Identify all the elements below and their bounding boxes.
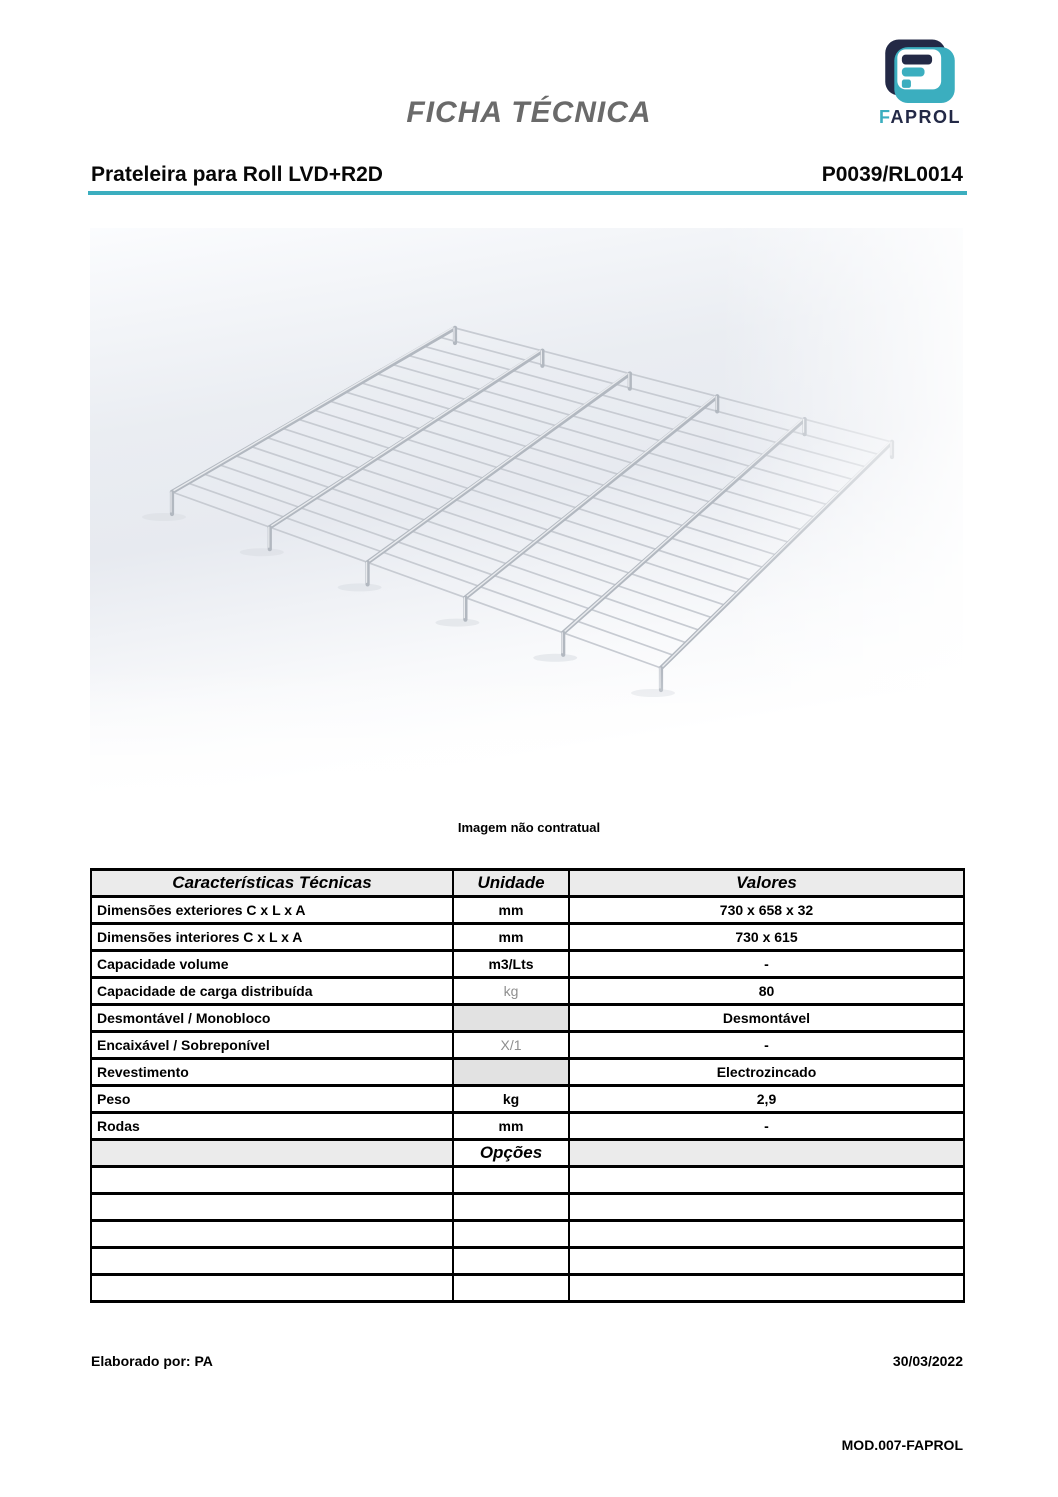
spec-label-cell: Capacidade volume xyxy=(91,951,453,978)
spec-value-cell: Electrozincado xyxy=(569,1059,964,1086)
spec-value-cell: 2,9 xyxy=(569,1086,964,1113)
product-code: P0039/RL0014 xyxy=(821,163,963,186)
table-row xyxy=(91,1032,964,1059)
empty-row xyxy=(91,1167,964,1194)
col-header-caracteristicas: Características Técnicas xyxy=(91,870,453,897)
table-row xyxy=(91,924,964,951)
table-row xyxy=(91,1005,964,1032)
empty-row xyxy=(91,1275,964,1302)
spec-value-cell: 80 xyxy=(569,978,964,1005)
spec-label-cell: Dimensões interiores C x L x A xyxy=(91,924,453,951)
spec-unit-cell: mm xyxy=(453,924,569,951)
col-header-valores: Valores xyxy=(569,870,964,897)
prepared-by: Elaborado por: PA xyxy=(91,1353,213,1369)
empty-label-cell xyxy=(91,1221,453,1248)
product-image xyxy=(90,228,963,793)
empty-row xyxy=(91,1248,964,1275)
empty-label-cell xyxy=(91,1275,453,1302)
empty-unit-cell xyxy=(453,1275,569,1302)
empty-unit-cell xyxy=(453,1221,569,1248)
spec-value-cell: - xyxy=(569,1113,964,1140)
spec-unit-cell: kg xyxy=(453,978,569,1005)
spec-value-cell: - xyxy=(569,1032,964,1059)
spec-unit-cell: X/1 xyxy=(453,1032,569,1059)
empty-label-cell xyxy=(91,1194,453,1221)
table-row xyxy=(91,1059,964,1086)
table-row xyxy=(91,897,964,924)
teal-divider xyxy=(88,191,967,195)
empty-value-cell xyxy=(569,1167,964,1194)
spec-header-row xyxy=(91,870,964,897)
document-model-code: MOD.007-FAPROL xyxy=(841,1437,963,1453)
spec-label-cell: Encaixável / Sobreponível xyxy=(91,1032,453,1059)
empty-unit-cell xyxy=(453,1167,569,1194)
product-name: Prateleira para Roll LVD+R2D xyxy=(91,163,383,186)
spec-label-cell: Revestimento xyxy=(91,1059,453,1086)
image-caption: Imagem não contratual xyxy=(457,820,601,835)
empty-row xyxy=(91,1221,964,1248)
logo-letters-aprol: APROL xyxy=(890,107,961,127)
logo-letter-f: F xyxy=(878,107,891,127)
empty-unit-cell xyxy=(453,1248,569,1275)
spec-unit-cell: mm xyxy=(453,897,569,924)
spec-label-cell: Desmontável / Monobloco xyxy=(91,1005,453,1032)
spec-label-cell: Peso xyxy=(91,1086,453,1113)
empty-value-cell xyxy=(569,1194,964,1221)
spec-unit-cell: mm xyxy=(453,1113,569,1140)
spec-value-cell: 730 x 658 x 32 xyxy=(569,897,964,924)
table-row xyxy=(91,951,964,978)
options-left-cell xyxy=(91,1140,453,1167)
spec-value-cell: Desmontável xyxy=(569,1005,964,1032)
options-right-cell xyxy=(569,1140,964,1167)
col-header-unidade: Unidade xyxy=(453,870,569,897)
empty-unit-cell xyxy=(453,1194,569,1221)
spec-value-cell: - xyxy=(569,951,964,978)
document-date: 30/03/2022 xyxy=(892,1353,963,1369)
wire-shelf-render xyxy=(90,228,963,793)
empty-label-cell xyxy=(91,1167,453,1194)
options-label-cell: Opções xyxy=(453,1140,569,1167)
options-row xyxy=(91,1140,964,1167)
spec-value-cell: 730 x 615 xyxy=(569,924,964,951)
product-header-row xyxy=(91,163,963,187)
document-title: FICHA TÉCNICA xyxy=(406,96,652,129)
empty-value-cell xyxy=(569,1275,964,1302)
spec-label-cell: Rodas xyxy=(91,1113,453,1140)
spec-label-cell: Capacidade de carga distribuída xyxy=(91,978,453,1005)
spec-unit-cell: m3/Lts xyxy=(453,951,569,978)
table-row xyxy=(91,1113,964,1140)
spec-unit-cell xyxy=(453,1059,569,1086)
spec-table xyxy=(90,868,965,1303)
spec-unit-cell: kg xyxy=(453,1086,569,1113)
table-row xyxy=(91,1086,964,1113)
empty-value-cell xyxy=(569,1248,964,1275)
spec-label-cell: Dimensões exteriores C x L x A xyxy=(91,897,453,924)
table-row xyxy=(91,978,964,1005)
spec-unit-cell xyxy=(453,1005,569,1032)
empty-value-cell xyxy=(569,1221,964,1248)
empty-row xyxy=(91,1194,964,1221)
empty-label-cell xyxy=(91,1248,453,1275)
